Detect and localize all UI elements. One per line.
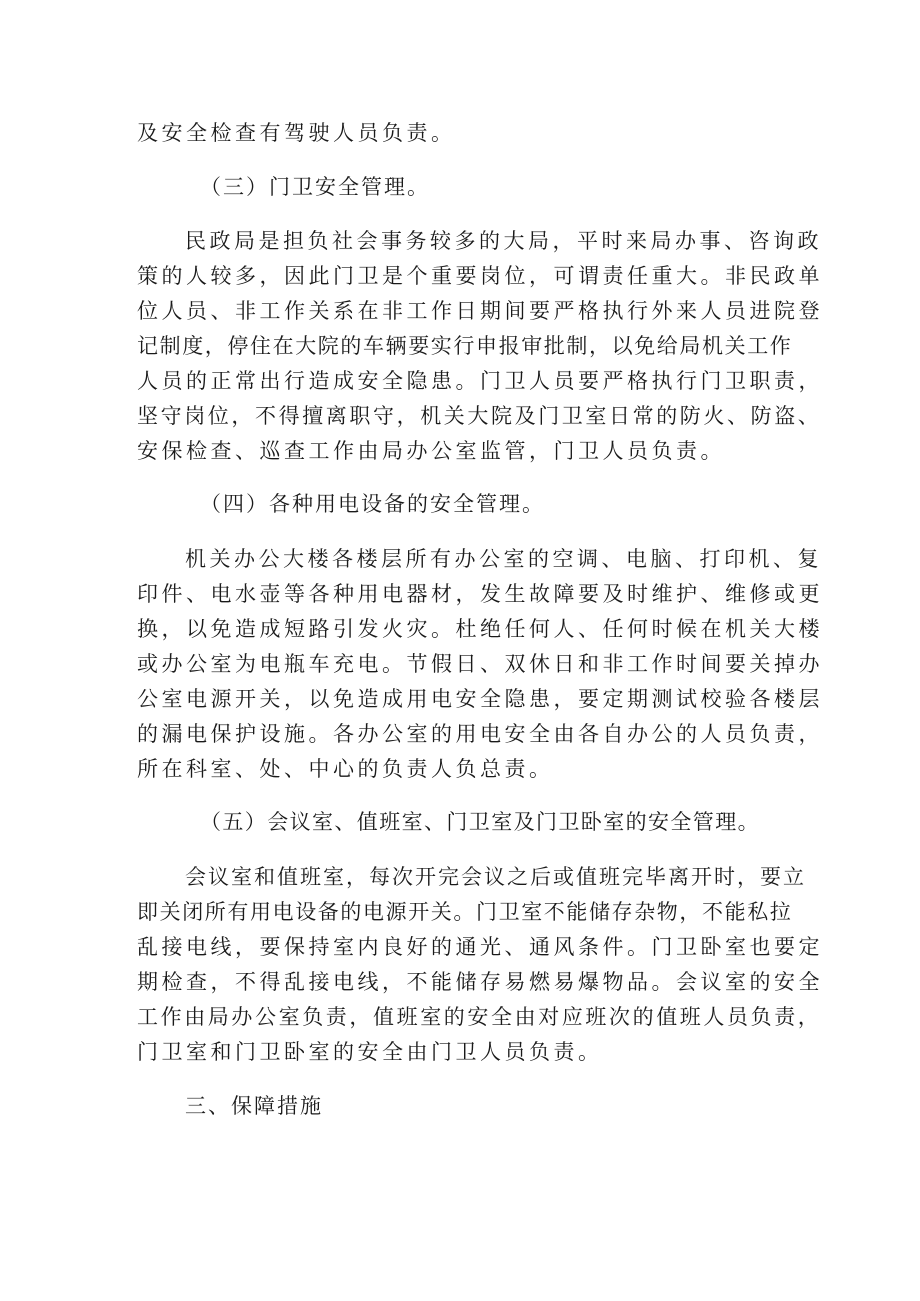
paragraph-line: 及安全检查有驾驶人员负责。 — [137, 121, 456, 145]
paragraph-line: 位人员、非工作关系在非工作日期间要严格执行外来人员进院登 — [137, 299, 823, 323]
paragraph-line: 门卫室和门卫卧室的安全由门卫人员负责。 — [137, 1040, 603, 1064]
paragraph-line: 人员的正常出行造成安全隐患。门卫人员要严格执行门卫职责， — [137, 369, 823, 393]
paragraph-line: 即关闭所有用电设备的电源开关。门卫室不能储存杂物，不能私拉 — [137, 900, 793, 924]
paragraph-line: 换，以免造成短路引发火灾。杜绝任何人、任何时候在机关大楼 — [137, 617, 823, 641]
section-heading-4: （四）各种用电设备的安全管理。 — [200, 492, 545, 516]
paragraph-line: 乱接电线，要保持室内良好的通光、通风条件。门卫卧室也要定 — [137, 935, 823, 959]
paragraph-line: 公室电源开关，以免造成用电安全隐患，要定期测试校验各楼层 — [137, 687, 823, 711]
paragraph-line: 民政局是担负社会事务较多的大局，平时来局办事、咨询政 — [185, 229, 822, 253]
paragraph-line: 安保检查、巡查工作由局办公室监管，门卫人员负责。 — [137, 439, 725, 463]
section-heading-5: （五）会议室、值班室、门卫室及门卫卧室的安全管理。 — [200, 810, 760, 834]
paragraph-line: 记制度，停住在大院的车辆要实行申报审批制，以免给局机关工作 — [137, 334, 793, 358]
paragraph-line: 所在科室、处、中心的负责人负总责。 — [137, 757, 554, 781]
paragraph-line: 机关办公大楼各楼层所有办公室的空调、电脑、打印机、复 — [185, 547, 822, 571]
paragraph-line: 坚守岗位，不得擅离职守，机关大院及门卫室日常的防火、防盗、 — [137, 404, 822, 428]
paragraph-line: 的漏电保护设施。各办公室的用电安全由各自办公的人员负责， — [137, 722, 823, 746]
paragraph-line: 工作由局办公室负责，值班室的安全由对应班次的值班人员负责， — [137, 1005, 822, 1029]
section-heading-guarantee-measures: 三、保障措施 — [185, 1094, 323, 1118]
paragraph-line: 策的人较多，因此门卫是个重要岗位，可谓责任重大。非民政单 — [137, 264, 823, 288]
paragraph-line: 印件、电水壶等各种用电器材，发生故障要及时维护、维修或更 — [137, 582, 823, 606]
paragraph-line: 期检查，不得乱接电线，不能储存易燃易爆物品。会议室的安全 — [137, 970, 823, 994]
section-heading-3: （三）门卫安全管理。 — [200, 175, 430, 199]
paragraph-line: 会议室和值班室，每次开完会议之后或值班完毕离开时，要立 — [185, 865, 806, 889]
paragraph-line: 或办公室为电瓶车充电。节假日、双休日和非工作时间要关掉办 — [137, 652, 823, 676]
